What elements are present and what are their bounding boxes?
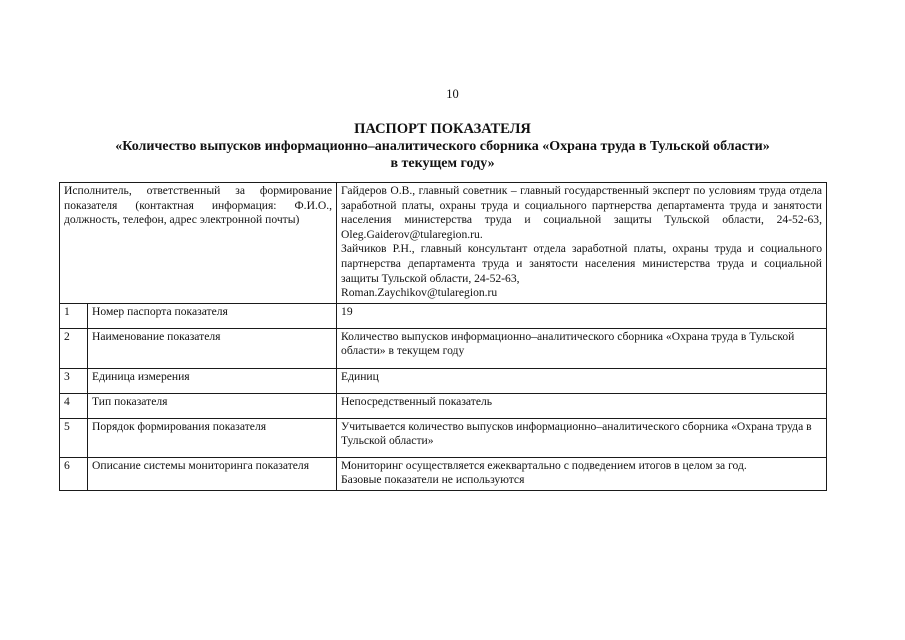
row-label: Наименование показателя <box>88 328 337 368</box>
row-value-cell <box>337 457 827 490</box>
row-label: Описание системы мониторинга показателя <box>88 457 337 490</box>
row-label: Тип показателя <box>88 393 337 418</box>
row-value: Мониторинг осуществляется ежеквартально с подведением итогов в целом за год. <box>341 458 747 472</box>
title-line-2: «Количество выпусков информационно–аналитического сборника «Охрана труда в Тульской области» <box>115 139 770 154</box>
executor-label-cell <box>60 183 337 304</box>
executor-value-cell <box>337 183 827 304</box>
page-number: 10 <box>446 87 459 101</box>
document-title <box>60 121 825 172</box>
row-number: 2 <box>60 328 88 368</box>
row-value: Единиц <box>337 368 827 393</box>
executor-person-1: Гайдеров О.В., главный советник – главный государственный эксперт по условиям труда отдела заработной платы, охраны труда и социального партнерства департамента труда и занятости населения министерства труда и социальной защиты Тульской области, 24-52-63, Oleg.Gaiderov@tularegion.ru. <box>341 184 823 241</box>
row-number: 4 <box>60 393 88 418</box>
executor-person-2-email: Roman.Zaychikov@tularegion.ru <box>341 286 498 300</box>
table-row <box>60 303 827 328</box>
row-label: Номер паспорта показателя <box>88 303 337 328</box>
row-value: Учитывается количество выпусков информационно–аналитического сборника «Охрана труда в Тульской области» <box>337 418 827 457</box>
title-line-1: ПАСПОРТ ПОКАЗАТЕЛЯ <box>354 121 531 137</box>
passport-table <box>59 182 827 491</box>
table-row <box>60 328 827 368</box>
table-row <box>60 368 827 393</box>
row-number: 3 <box>60 368 88 393</box>
row-value-2: Базовые показатели не используются <box>341 473 525 487</box>
row-number: 5 <box>60 418 88 457</box>
row-number: 6 <box>60 457 88 490</box>
table-row <box>60 393 827 418</box>
table-row <box>60 418 827 457</box>
table-row-executor <box>60 183 827 304</box>
row-label: Порядок формирования показателя <box>88 418 337 457</box>
row-label: Единица измерения <box>88 368 337 393</box>
table-row <box>60 457 827 490</box>
row-value: 19 <box>337 303 827 328</box>
title-line-3: в текущем году» <box>390 156 495 171</box>
executor-person-2: Зайчиков Р.Н., главный консультант отдела заработной платы, охраны труда и социального партнерства департамента труда и занятости населения министерства труда и социальной защиты Тульской области, 24-52-63, <box>341 242 823 285</box>
row-value: Непосредственный показатель <box>337 393 827 418</box>
executor-label: Исполнитель, ответственный за формирование показателя (контактная информация: Ф.И.О., должность, телефон, адрес электронной почты) <box>64 184 333 227</box>
row-number: 1 <box>60 303 88 328</box>
row-value: Количество выпусков информационно–аналитического сборника «Охрана труда в Тульской области» в текущем году <box>337 328 827 368</box>
